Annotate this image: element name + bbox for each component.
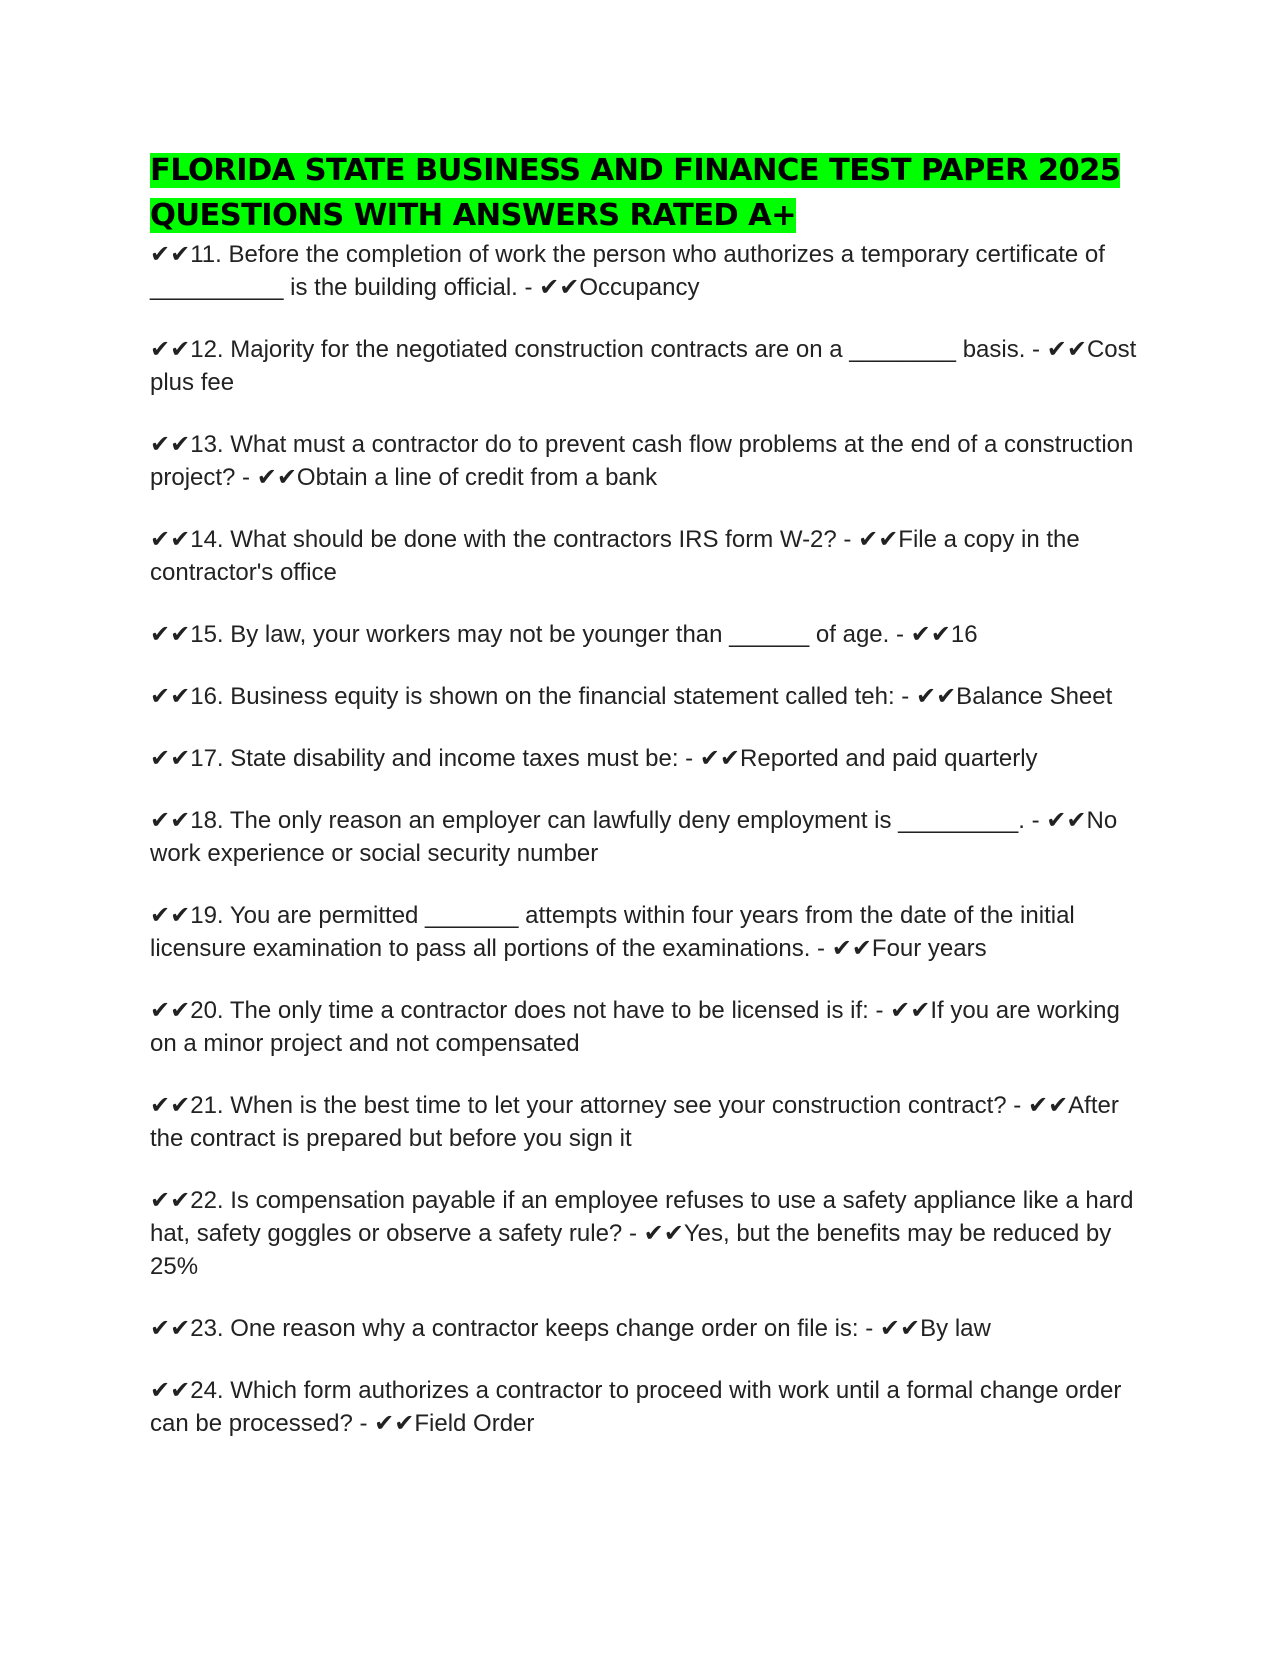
qa-item: ✔✔15. By law, your workers may not be younger than ______ of age. - ✔✔16 [150,621,978,648]
qa-item: ✔✔13. What must a contractor do to prevent cash flow problems at the end of a construction project? - ✔✔Obtain a line of credit from a bank [150,431,1134,491]
qa-item: ✔✔12. Majority for the negotiated construction contracts are on a ________ basis. - ✔✔Cost plus fee [150,336,1137,396]
qa-item: ✔✔16. Business equity is shown on the financial statement called teh: - ✔✔Balance Sheet [150,683,1113,710]
qa-item: ✔✔18. The only reason an employer can lawfully deny employment is _________. - ✔✔No work experience or social security number [150,807,1118,867]
qa-item: ✔✔23. One reason why a contractor keeps change order on file is: - ✔✔By law [150,1315,991,1342]
title-highlight: FLORIDA STATE BUSINESS AND FINANCE TEST PAPER 2025 QUESTIONS WITH ANSWERS RATED A+ [150,153,1121,233]
qa-item: ✔✔14. What should be done with the contractors IRS form W-2? - ✔✔File a copy in the contractor's office [150,526,1080,586]
document-page [150,148,1140,1469]
document-title [150,148,1140,238]
qa-item: ✔✔20. The only time a contractor does not have to be licensed is if: - ✔✔If you are working on a minor project and not compensated [150,997,1120,1057]
qa-item: ✔✔24. Which form authorizes a contractor to proceed with work until a formal change order can be processed? - ✔✔Field Order [150,1377,1122,1437]
qa-item: ✔✔11. Before the completion of work the person who authorizes a temporary certificate of __________ is the building official. - ✔✔Occupancy [150,241,1105,301]
qa-item: ✔✔17. State disability and income taxes must be: - ✔✔Reported and paid quarterly [150,745,1038,772]
qa-item: ✔✔21. When is the best time to let your attorney see your construction contract? - ✔✔After the contract is prepared but before you sign it [150,1092,1119,1152]
qa-list [150,238,1140,1440]
qa-item: ✔✔22. Is compensation payable if an employee refuses to use a safety appliance like a hard hat, safety goggles or observe a safety rule? - ✔✔Yes, but the benefits may be reduced by 25% [150,1187,1134,1280]
qa-item: ✔✔19. You are permitted _______ attempts within four years from the date of the initial licensure examination to pass all portions of the examinations. - ✔✔Four years [150,902,1075,962]
